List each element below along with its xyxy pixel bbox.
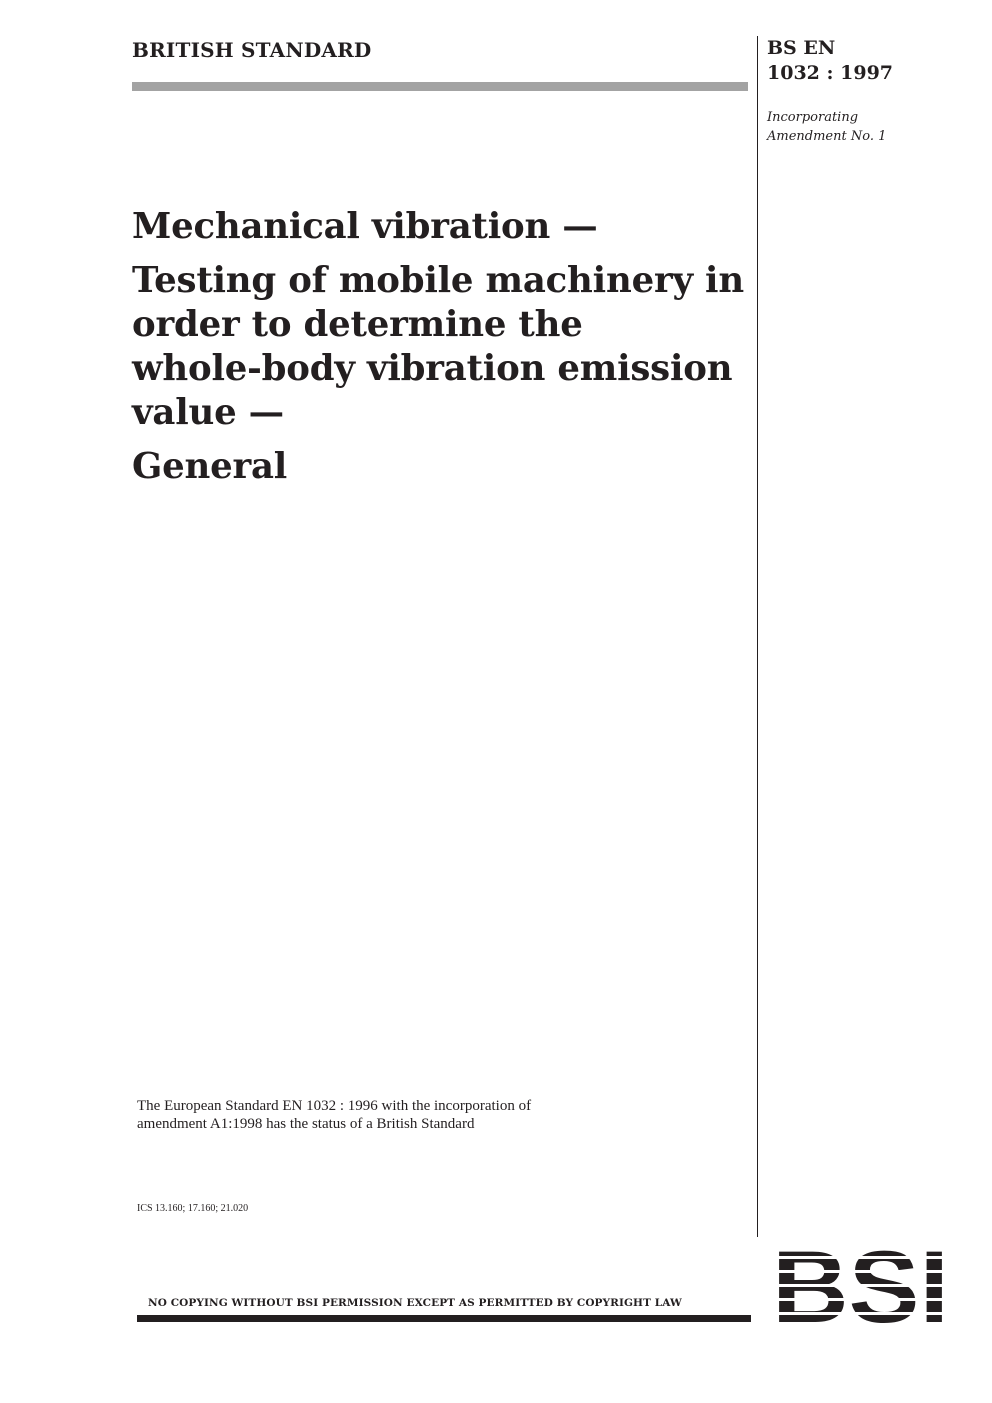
title-line-2: Testing of mobile machinery in [132, 260, 744, 301]
status-line-2: amendment A1:1998 has the status of a British Standard [137, 1116, 475, 1132]
status-line-1: The European Standard EN 1032 : 1996 with the incorporation of [137, 1098, 532, 1114]
ics-code: ICS 13.160; 17.160; 21.020 [137, 1203, 249, 1214]
bsi-logo-icon [774, 1244, 949, 1324]
standard-number-line2: 1032 : 1997 [767, 62, 894, 84]
amendment-note [767, 108, 886, 146]
title-line-3: order to determine the [132, 304, 583, 345]
amendment-note-line1: Incorporating [767, 110, 859, 125]
standard-number-line1: BS EN [767, 37, 836, 59]
footer-rule [137, 1315, 751, 1322]
standard-number [767, 36, 893, 86]
title-line-4: whole-body vibration emission [132, 348, 733, 389]
margin-divider [757, 36, 758, 1237]
amendment-note-line2: Amendment No. 1 [767, 129, 887, 144]
header-rule [132, 82, 748, 91]
status-statement [137, 1097, 531, 1133]
title-line-5: value — [132, 392, 284, 433]
document-type-label: BRITISH STANDARD [132, 38, 372, 62]
title-line-6: General [132, 446, 288, 487]
document-title [132, 205, 747, 489]
title-line-1: Mechanical vibration — [132, 206, 598, 247]
copyright-notice: NO COPYING WITHOUT BSI PERMISSION EXCEPT AS PERMITTED BY COPYRIGHT LAW [148, 1297, 682, 1309]
